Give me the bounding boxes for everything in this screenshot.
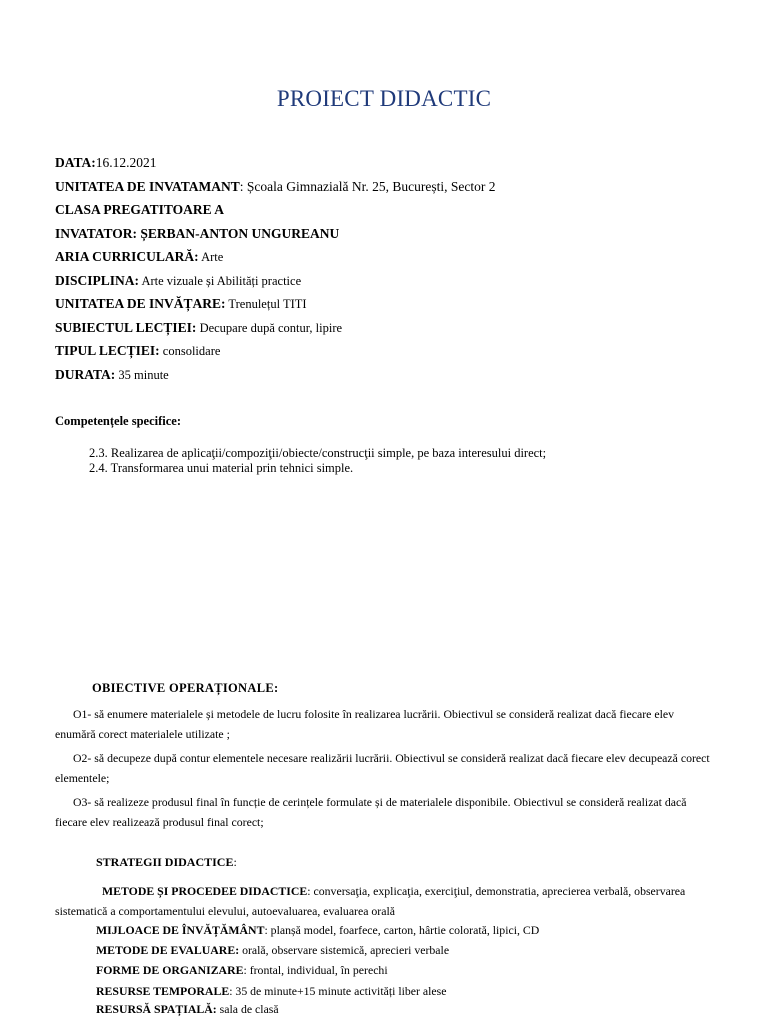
info-school	[55, 178, 495, 202]
row-value: orală, observare sistemică, aprecieri verbale	[239, 943, 450, 957]
info-label: INVATATOR: ȘERBAN-ANTON UNGUREANU	[55, 225, 340, 241]
competente-heading: Competențele specifice:	[55, 414, 181, 428]
row-value: : frontal, individual, în perechi	[243, 963, 388, 977]
info-value: : Școala Gimnazială Nr. 25, București, Sector 2	[239, 178, 496, 194]
info-label: UNITATEA DE INVATAMANT	[55, 178, 240, 194]
info-value: consolidare	[159, 344, 221, 358]
page-title: PROIECT DIDACTIC	[276, 86, 492, 111]
info-label: DISCIPLINA:	[55, 272, 140, 288]
info-unit	[55, 295, 495, 319]
mijloace-row	[96, 923, 539, 938]
competenta-item: 2.4. Transformarea unui material prin tehnici simple.	[89, 461, 354, 475]
info-value: Decupare după contur, lipire	[196, 320, 343, 335]
info-date	[55, 154, 495, 178]
info-discipline	[55, 272, 495, 296]
strategii-heading-label: STRATEGII DIDACTICE	[96, 855, 234, 869]
row-label: MIJLOACE DE ÎNVĂȚĂMÂNT	[96, 923, 265, 937]
resurse-temporale-row	[96, 984, 447, 999]
info-value: Trenulețul TITI	[225, 297, 307, 311]
info-value: 35 minute	[115, 367, 169, 382]
info-class	[55, 201, 495, 225]
row-label: FORME DE ORGANIZARE	[96, 963, 244, 977]
obiectiv-o2: O2- să decupeze după contur elementele necesare realizării lucrării. Obiectivul se consideră realizat dacă fiecare elev decupează corect elementele;	[55, 751, 710, 785]
info-label: UNITATEA DE INVĂȚARE:	[55, 296, 226, 311]
info-type	[55, 342, 495, 366]
row-label: RESURSĂ SPAȚIALĂ:	[96, 1002, 217, 1016]
lesson-info	[55, 154, 495, 389]
row-value: sala de clasă	[216, 1002, 279, 1016]
info-label: SUBIECTUL LECȚIEI:	[55, 319, 197, 335]
info-teacher	[55, 225, 495, 249]
row-label: METODE DE EVALUARE:	[96, 943, 240, 957]
forme-organizare-row	[96, 963, 388, 978]
metode-procedee	[55, 881, 715, 921]
row-label: RESURSE TEMPORALE	[96, 984, 230, 998]
info-value: 16.12.2021	[95, 155, 157, 170]
obiective-heading: OBIECTIVE OPERAȚIONALE:	[92, 681, 279, 695]
info-value: Arte vizuale și Abilități practice	[139, 273, 302, 288]
info-duration	[55, 366, 495, 390]
info-area	[55, 248, 495, 272]
info-label: TIPUL LECȚIEI:	[55, 343, 160, 358]
info-label: DURATA:	[55, 366, 116, 382]
obiectiv-o3: O3- să realizeze produsul final în funcție de cerințele formulate și de materialele disponibile. Obiectivul se consideră realizat dacă fiecare elev realizează produsul final corect;	[55, 795, 687, 829]
info-subject	[55, 319, 495, 343]
metode-label: METODE ȘI PROCEDEE DIDACTICE	[102, 884, 308, 898]
info-label: DATA:	[55, 155, 96, 170]
row-value: : planșă model, foarfece, carton, hârtie colorată, lipici, CD	[264, 923, 540, 937]
info-label: CLASA PREGATITOARE A	[55, 202, 225, 217]
row-value: : 35 de minute+15 minute activități liber alese	[229, 984, 447, 998]
competenta-item: 2.3. Realizarea de aplicaţii/compoziţii/obiecte/construcţii simple, pe baza interesului direct;	[89, 446, 547, 460]
obiectiv-o1: O1- să enumere materialele și metodele de lucru folosite în realizarea lucrării. Obiectivul se consideră realizat dacă fiecare elev enumără corect materialele utilizate ;	[55, 707, 675, 741]
strategii-heading	[96, 855, 237, 870]
strategii-heading-suffix: :	[233, 855, 237, 869]
competente-list	[89, 446, 546, 476]
resursa-spatiala-row	[96, 1002, 279, 1017]
info-value: Arte	[198, 250, 224, 264]
metode-value: : conversaţia, explicaţia, exerciţiul, demonstratia, aprecierea verbală, observarea sistematică a comportamentului elevului, autoevaluarea, evaluarea orală	[55, 884, 686, 918]
info-label: ARIA CURRICULARĂ:	[55, 249, 199, 264]
metode-evaluare-row	[96, 943, 449, 958]
